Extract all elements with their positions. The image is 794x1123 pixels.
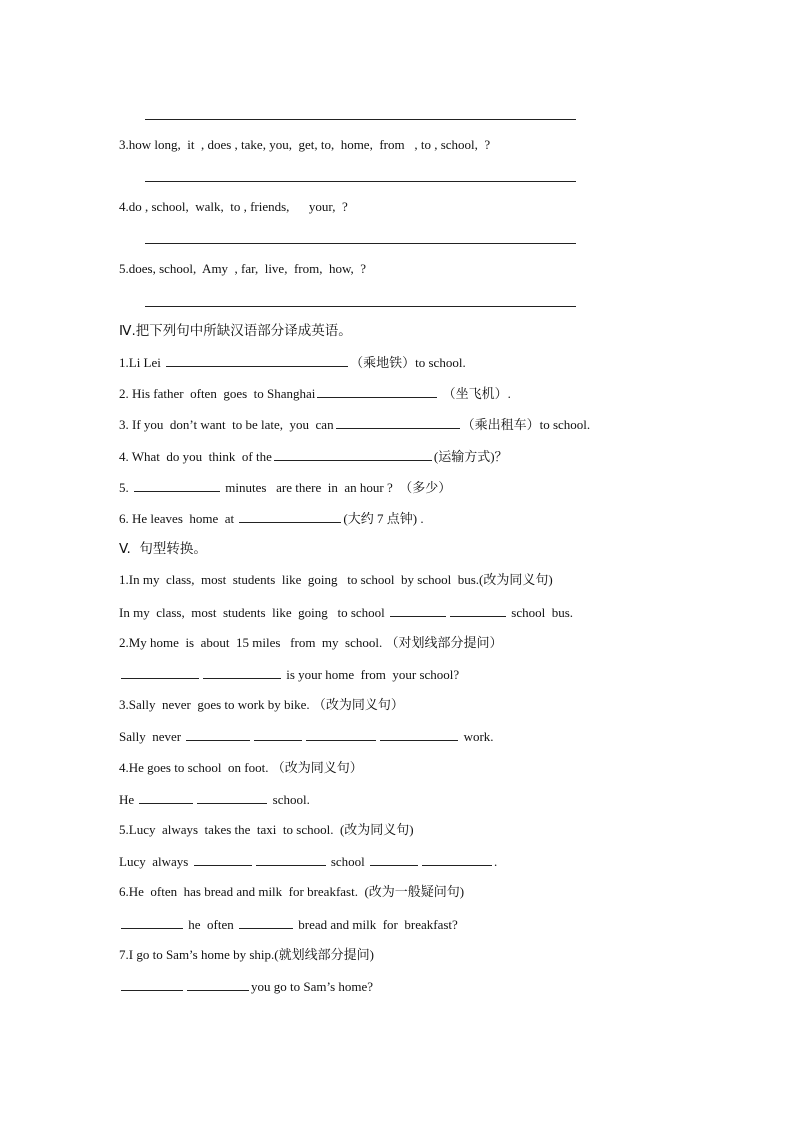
answer-text: work. <box>460 729 494 744</box>
question-4: 4.do , school, walk, to , friends, your, ? <box>119 199 348 214</box>
blank[interactable] <box>450 603 506 617</box>
blank[interactable] <box>380 727 458 741</box>
blank[interactable] <box>121 915 183 929</box>
question-3: 3.how long, it , does , take, you, get, to, home, from , to , school, ? <box>119 137 491 152</box>
answer-text: is your home from your school? <box>283 667 460 682</box>
blank[interactable] <box>194 852 252 866</box>
blank[interactable] <box>203 665 281 679</box>
answer-line-q3[interactable] <box>145 181 576 182</box>
transform-answer-5 <box>119 852 497 871</box>
answer-text: He <box>119 792 138 807</box>
answer-text: Sally never <box>119 729 185 744</box>
translate-item-2 <box>119 384 511 403</box>
transform-question-6: 6.He often has bread and milk for breakfast. (改为一般疑问句) <box>119 884 465 899</box>
answer-text: school. <box>269 792 310 807</box>
blank[interactable] <box>186 727 250 741</box>
answer-text: you go to Sam’s home? <box>251 979 374 994</box>
item-text: 5. <box>119 480 132 495</box>
translate-item-1 <box>119 353 466 372</box>
transform-question-1: 1.In my class, most students like going to school by school bus.(改为同义句) <box>119 572 553 587</box>
blank[interactable] <box>121 977 183 991</box>
transform-question-5: 5.Lucy always takes the taxi to school. (改为同义句) <box>119 822 414 837</box>
item-text: 6. He leaves home at <box>119 511 238 526</box>
answer-text: school bus. <box>508 605 574 620</box>
transform-question-3: 3.Sally never goes to work by bike. （改为同义句） <box>119 697 404 712</box>
transform-answer-6 <box>119 915 458 934</box>
answer-text: In my class, most students like going to school <box>119 605 389 620</box>
transform-answer-7 <box>119 977 373 996</box>
item-text: 3. If you don’t want to be late, you can <box>119 417 334 432</box>
question-5: 5.does, school, Amy , far, live, from, how, ? <box>119 261 367 276</box>
section-4-heading: Ⅳ.把下列句中所缺汉语部分译成英语。 <box>119 323 352 339</box>
blank[interactable] <box>306 727 376 741</box>
blank[interactable] <box>139 790 193 804</box>
blank[interactable] <box>134 478 220 492</box>
transform-question-2: 2.My home is about 15 miles from my school. （对划线部分提问） <box>119 635 503 650</box>
answer-text: . <box>494 854 498 869</box>
translate-item-4 <box>119 447 508 466</box>
item-text: 2. His father often goes to Shanghai <box>119 386 316 401</box>
translate-item-5 <box>119 478 451 497</box>
item-text: minutes are there in an hour ? （多少） <box>222 480 452 495</box>
answer-text: bread and milk for breakfast? <box>294 917 458 932</box>
blank[interactable] <box>317 384 437 398</box>
blank[interactable] <box>254 727 302 741</box>
answer-text: school <box>327 854 369 869</box>
transform-answer-3 <box>119 727 494 746</box>
item-text: （乘地铁）to school. <box>350 355 466 370</box>
item-text: （乘出租车）to school. <box>461 417 591 432</box>
transform-answer-2 <box>119 665 459 684</box>
answer-text: Lucy always <box>119 854 192 869</box>
blank[interactable] <box>274 447 432 461</box>
blank[interactable] <box>336 415 460 429</box>
transform-question-4: 4.He goes to school on foot. （改为同义句） <box>119 760 363 775</box>
blank[interactable] <box>422 852 492 866</box>
blank[interactable] <box>187 977 249 991</box>
answer-line-q5[interactable] <box>145 306 576 307</box>
blank[interactable] <box>370 852 418 866</box>
blank[interactable] <box>256 852 326 866</box>
blank[interactable] <box>166 353 348 367</box>
transform-question-7: 7.I go to Sam’s home by ship.(就划线部分提问) <box>119 947 374 962</box>
transform-answer-4 <box>119 790 310 809</box>
blank[interactable] <box>239 509 341 523</box>
answer-line-q2[interactable] <box>145 119 576 120</box>
transform-answer-1 <box>119 603 573 622</box>
item-text: 1.Li Lei <box>119 355 165 370</box>
translate-item-6 <box>119 509 424 528</box>
translate-item-3 <box>119 415 590 434</box>
answer-text: he often <box>185 917 237 932</box>
blank[interactable] <box>197 790 267 804</box>
item-text: (大约 7 点钟) . <box>343 511 424 526</box>
blank[interactable] <box>390 603 446 617</box>
item-text: 4. What do you think of the <box>119 449 272 464</box>
blank[interactable] <box>121 665 199 679</box>
item-text: (运输方式)？ <box>433 449 508 464</box>
section-5-heading: V. 句型转换。 <box>119 541 207 557</box>
item-text: （坐飞机）. <box>439 386 511 401</box>
answer-line-q4[interactable] <box>145 243 576 244</box>
blank[interactable] <box>239 915 293 929</box>
